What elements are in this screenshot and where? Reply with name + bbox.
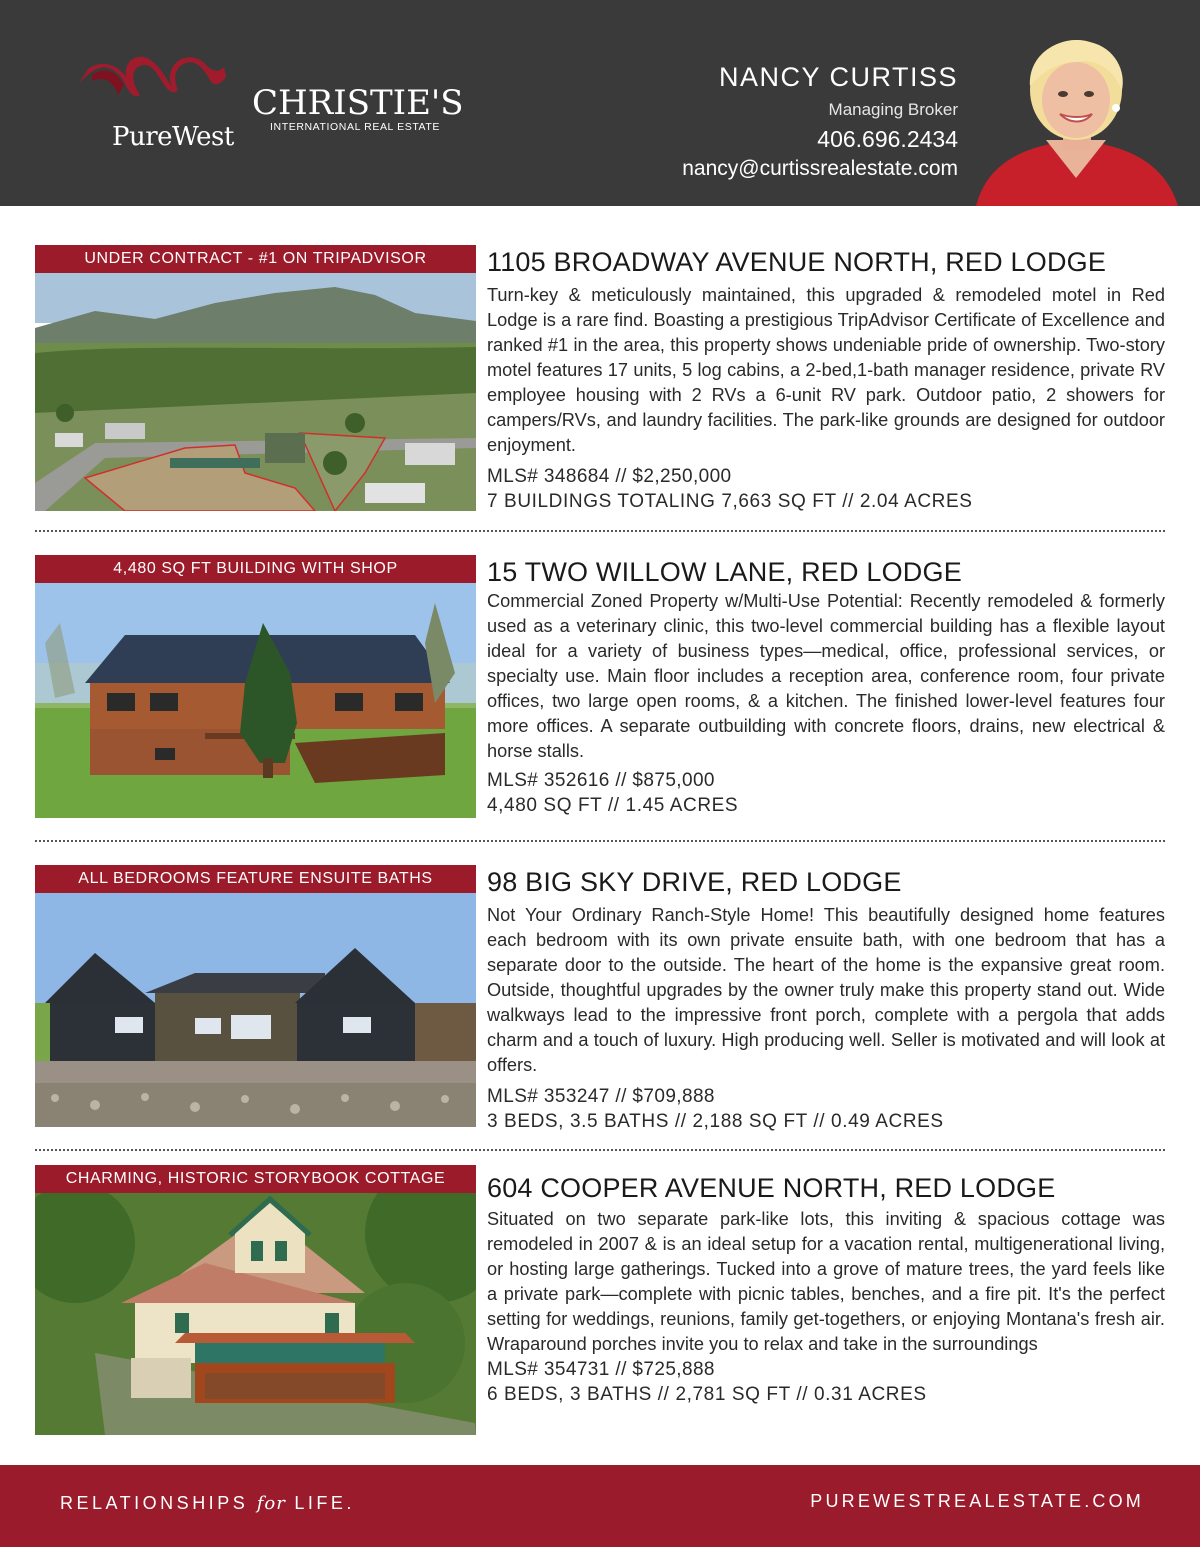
listing-mls-price: MLS# 353247 // $709,888 [487,1086,715,1107]
listing-photo[interactable] [35,583,476,818]
agent-name: NANCY CURTISS [718,62,958,92]
listing-title[interactable]: 604 COOPER AVENUE NORTH, RED LODGE [487,1173,1056,1203]
listing-photo-column [35,865,476,1127]
listing-badge: ALL BEDROOMS FEATURE ENSUITE BATHS [35,865,476,893]
listing-divider [35,1149,1165,1151]
listing-photo[interactable] [35,1193,476,1435]
listing-stats: 3 BEDS, 3.5 BATHS // 2,188 SQ FT // 0.49 ACRES [487,1111,944,1132]
listing-title[interactable]: 1105 BROADWAY AVENUE NORTH, RED LODGE [487,247,1107,277]
listing-badge: UNDER CONTRACT - #1 ON TRIPADVISOR [35,245,476,273]
footer [0,1465,1200,1547]
listing-details [487,245,1165,514]
listing-description: Turn-key & meticulously maintained, this upgraded & remodeled motel in Red Lodge is a rare find. Boasting a prestigious TripAdvisor Certificate of Excellence and ranked #1 in the area, this property shows undeniable pride of ownership. Two-story motel features 17 units, 5 log cabins, a 2-bed,1-bath manager residence, private RV employee housing with 2 RVs a 6-unit RV park. Outdoor patio, 2 showers for campers/RVs, and laundry facilities. The park-like grounds are designed for outdoor enjoyment. [487,285,1165,455]
listing-divider [35,530,1165,532]
purewest-wordmark: PureWest [112,122,234,152]
listing-description: Situated on two separate park-like lots, this inviting & spacious cottage was remodeled in 2007 & is an ideal setup for a vacation rental, multigenerational living, or hosting large gatherings. Tucked into a grove of mature trees, the yard feels like a private park—complete with picnic tables, benches, and a fire pit. It's the perfect setting for weddings, reunions, family get-togethers, or enjoying Montana's fresh air. Wraparound porches invite you to relax and take in the surroundings [487,1209,1165,1354]
listing-title[interactable]: 98 BIG SKY DRIVE, RED LODGE [487,867,902,897]
listing-mls-price: MLS# 354731 // $725,888 [487,1359,715,1380]
agent-phone[interactable]: 406.696.2434 [817,126,958,152]
listing-stats: 7 BUILDINGS TOTALING 7,663 SQ FT // 2.04 ACRES [487,491,973,512]
agent-portrait [966,28,1186,206]
listing-description: Commercial Zoned Property w/Multi-Use Potential: Recently remodeled & formerly used as a veterinary clinic, this two-level commercial building has a flexible layout ideal for a variety of business types—medical, office, professional services, or specialty use. Main floor includes a reception area, conference room, four private offices, two large open rooms, & a kitchen. The finished lower-level features four more offices. A separate outbuilding with concrete floors, drains, new electrical & horse stalls. [487,591,1165,761]
christies-wordmark: CHRISTIE'S [252,83,464,123]
agent-title: Managing Broker [828,100,958,119]
listing-photo-column [35,245,476,511]
tagline-relationships: RELATIONSHIPS [60,1493,249,1513]
listing-title[interactable]: 15 TWO WILLOW LANE, RED LODGE [487,557,962,587]
christies-logo [252,83,476,133]
listing-details [487,865,1165,1134]
listing-stats: 6 BEDS, 3 BATHS // 2,781 SQ FT // 0.31 ACRES [487,1384,927,1405]
tagline-life: LIFE. [294,1493,355,1513]
listing-stats: 4,480 SQ FT // 1.45 ACRES [487,795,739,816]
listing-divider [35,840,1165,842]
listing-description: Not Your Ordinary Ranch-Style Home! This beautifully designed home features each bedroom with its own private ensuite bath, with one bedroom that has a separate door to the outside. The heart of the home is the expansive great room. Outside, thoughtful upgrades by the owner truly make this property stand out. Wide walkways lead to the impressive front porch, complete with a pergola that adds charm and a touch of luxury. High producing well. Seller is motivated and will look at offers. [487,905,1165,1075]
listing-mls-price: MLS# 348684 // $2,250,000 [487,466,732,487]
listing-photo[interactable] [35,273,476,511]
listing-badge: 4,480 SQ FT BUILDING WITH SHOP [35,555,476,583]
footer-tagline [60,1493,355,1514]
listing-badge: CHARMING, HISTORIC STORYBOOK COTTAGE [35,1165,476,1193]
footer-website-link[interactable]: PUREWESTREALESTATE.COM [810,1491,1144,1511]
purewest-ribbon-icon [78,55,238,115]
tagline-for: for [256,1493,286,1514]
listing-photo-column [35,1165,476,1435]
agent-email[interactable]: nancy@curtissrealestate.com [682,157,958,180]
header [0,0,1200,206]
listing-photo-column [35,555,476,818]
listing-details [487,555,1165,818]
listing-mls-price: MLS# 352616 // $875,000 [487,770,715,791]
listing-photo[interactable] [35,893,476,1127]
listing-details [487,1165,1165,1407]
agent-contact [682,62,958,181]
christies-subtitle: INTERNATIONAL REAL ESTATE [270,121,440,133]
